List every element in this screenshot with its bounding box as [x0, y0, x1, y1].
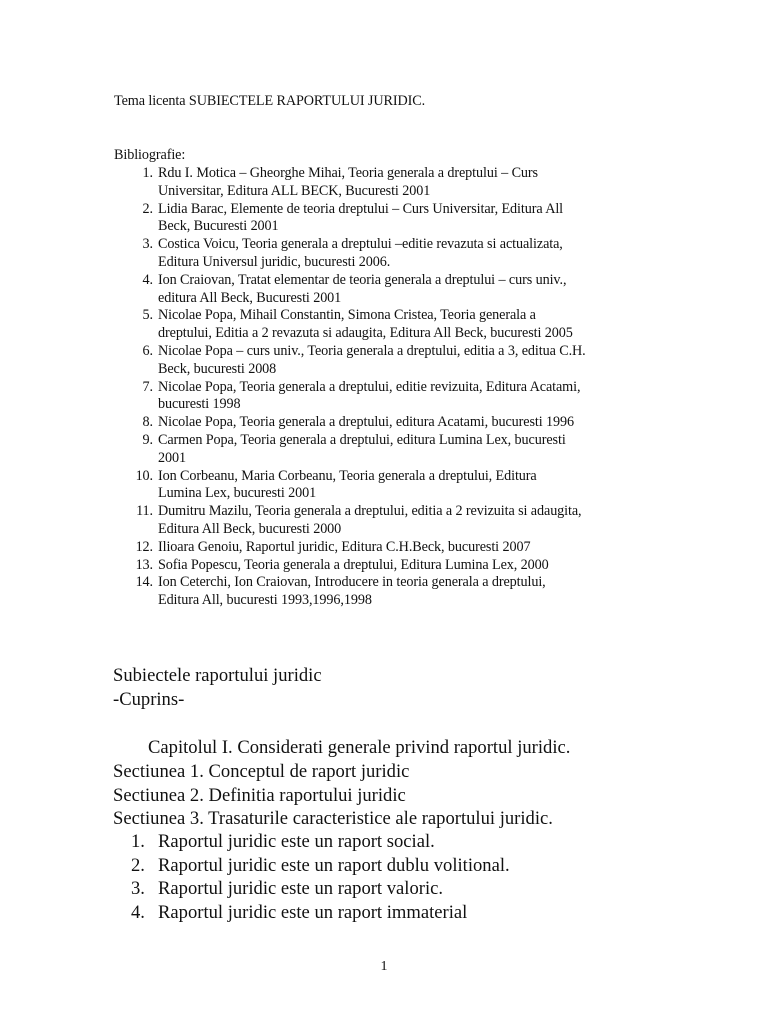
- bibliography-entry: [131, 414, 671, 432]
- feature-item: [131, 877, 510, 901]
- bibliography-text-line: bucuresti 1998: [158, 396, 241, 413]
- feature-text: Raportul juridic este un raport valoric.: [158, 878, 444, 900]
- toc-title: Subiectele raportului juridic: [113, 665, 322, 686]
- bibliography-text-line: Beck, bucuresti 2008: [158, 360, 277, 377]
- section-list: [113, 760, 553, 831]
- page-number: 1: [380, 959, 388, 974]
- bibliography-text-line: dreptului, Editia a 2 revazuta si adaugita, Editura All Beck, bucuresti 2005: [158, 325, 573, 342]
- bibliography-text-line: Nicolae Popa – curs univ., Teoria generala a dreptului, editia a 3, editua C.H.: [158, 342, 586, 359]
- feature-text: Raportul juridic este un raport social.: [158, 831, 435, 852]
- section-item: Sectiunea 1. Conceptul de raport juridic: [113, 761, 410, 782]
- bibliography-number: 1.: [142, 165, 153, 181]
- bibliography-entry: [131, 236, 671, 272]
- bibliography-text-line: Beck, Bucuresti 2001: [158, 218, 279, 235]
- bibliography-text-line: Lumina Lex, bucuresti 2001: [158, 485, 317, 502]
- bibliography-text-line: Sofia Popescu, Teoria generala a dreptului, Editura Lumina Lex, 2000: [158, 556, 549, 573]
- section-item: Sectiunea 3. Trasaturile caracteristice ale raportului juridic.: [113, 808, 553, 830]
- bibliography-text-line: Rdu I. Motica – Gheorghe Mihai, Teoria generala a dreptului – Curs: [158, 165, 538, 181]
- bibliography-number: 9.: [142, 431, 153, 448]
- bibliography-entry: [131, 539, 671, 557]
- bibliography-number: 2.: [142, 200, 153, 217]
- toc-subtitle: -Cuprins-: [113, 689, 185, 710]
- bibliography-text-line: 2001: [158, 449, 186, 466]
- bibliography-text-line: Nicolae Popa, Teoria generala a dreptului, editura Acatami, bucuresti 1996: [158, 414, 575, 431]
- bibliography-text-line: Nicolae Popa, Mihail Constantin, Simona Cristea, Teoria generala a: [158, 307, 536, 324]
- bibliography-text-line: editura All Beck, Bucuresti 2001: [158, 289, 342, 306]
- bibliography-text-line: Dumitru Mazilu, Teoria generala a dreptului, editia a 2 revizuita si adaugita,: [158, 503, 582, 520]
- bibliography-text-line: Editura Universul juridic, bucuresti 2006.: [158, 253, 391, 270]
- bibliography-entry: [131, 307, 671, 343]
- feature-item: [131, 854, 510, 878]
- bibliography-number: 8.: [142, 414, 153, 431]
- bibliography-text-line: Editura All, bucuresti 1993,1996,1998: [158, 592, 372, 609]
- bibliography-entry: [131, 557, 671, 575]
- bibliography-text-line: Ion Corbeanu, Maria Corbeanu, Teoria generala a dreptului, Editura: [158, 467, 537, 484]
- feature-number: 2.: [131, 854, 145, 876]
- bibliography-entry: [131, 379, 671, 415]
- feature-item: [131, 830, 510, 854]
- bibliography-number: 10.: [135, 467, 153, 484]
- bibliography-entry: [131, 201, 671, 237]
- feature-text: Raportul juridic este un raport immaterial: [158, 901, 468, 923]
- bibliography-entry: [131, 574, 671, 610]
- bibliography-text-line: Costica Voicu, Teoria generala a dreptului –editie revazuta si actualizata,: [158, 236, 563, 253]
- bibliography-text-line: Lidia Barac, Elemente de teoria dreptului – Curs Universitar, Editura All: [158, 200, 564, 217]
- bibliography-text-line: Editura All Beck, bucuresti 2000: [158, 520, 342, 537]
- feature-number: 4.: [131, 901, 145, 923]
- bibliography-text-line: Carmen Popa, Teoria generala a dreptului, editura Lumina Lex, bucuresti: [158, 431, 566, 448]
- bibliography-text-line: Universitar, Editura ALL BECK, Bucuresti 2001: [158, 182, 431, 199]
- bibliography-number: 6.: [142, 342, 153, 359]
- bibliography-entry: [131, 468, 671, 504]
- bibliography-number: 3.: [142, 236, 153, 253]
- bibliography-entry: [131, 343, 671, 379]
- feature-text: Raportul juridic este un raport dublu volitional.: [158, 854, 510, 876]
- feature-item: [131, 901, 510, 925]
- bibliography-entry: [131, 165, 671, 201]
- bibliography-heading: Bibliografie:: [114, 147, 186, 163]
- bibliography-text-line: Ion Craiovan, Tratat elementar de teoria generala a dreptului – curs univ.,: [158, 271, 567, 288]
- bibliography-list: [131, 165, 671, 610]
- chapter-heading: Capitolul I. Considerati generale privind raportul juridic.: [148, 737, 571, 758]
- bibliography-entry: [131, 272, 671, 308]
- bibliography-number: 12.: [135, 538, 153, 555]
- bibliography-number: 4.: [142, 271, 153, 288]
- bibliography-number: 5.: [142, 307, 153, 324]
- bibliography-number: 14.: [135, 574, 153, 591]
- bibliography-entry: [131, 503, 671, 539]
- bibliography-text-line: Ilioara Genoiu, Raportul juridic, Editura C.H.Beck, bucuresti 2007: [158, 538, 531, 555]
- bibliography-entry: [131, 432, 671, 468]
- bibliography-number: 11.: [136, 503, 153, 520]
- section-item: Sectiunea 2. Definitia raportului juridic: [113, 784, 406, 806]
- bibliography-number: 7.: [142, 378, 153, 395]
- thesis-topic: Tema licenta SUBIECTELE RAPORTULUI JURIDIC.: [114, 93, 426, 109]
- bibliography-text-line: Nicolae Popa, Teoria generala a dreptului, editie revizuita, Editura Acatami,: [158, 378, 581, 395]
- feature-list: [131, 830, 510, 924]
- feature-number: 3.: [131, 878, 145, 900]
- feature-number: 1.: [131, 831, 145, 852]
- bibliography-text-line: Ion Ceterchi, Ion Craiovan, Introducere in teoria generala a dreptului,: [158, 574, 546, 591]
- bibliography-number: 13.: [135, 556, 153, 573]
